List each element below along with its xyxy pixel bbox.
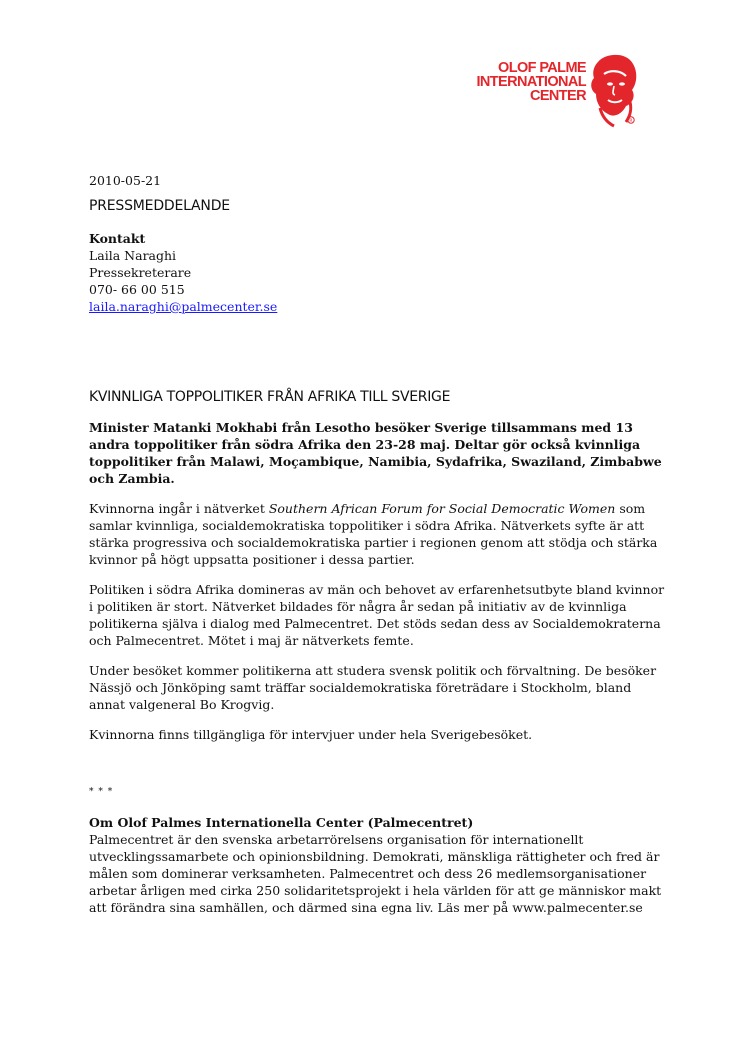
about-heading: Om Olof Palmes Internationella Center (Palmecentret) — [89, 815, 474, 830]
contact-phone: 070- 66 00 515 — [89, 282, 185, 297]
logo-wordmark — [462, 61, 586, 103]
paragraph-network — [89, 500, 667, 568]
paragraph-network-end: som samlar kvinnliga, socialdemokratiska toppolitiker i södra Afrika. Nätverkets syfte är att stärka progressiva och socialdemokratiska partier i regionen genom att stödja och stärka kvinnor på högt uppsatta positioner i dessa partier. — [89, 501, 658, 567]
paragraph-interviews: Kvinnorna finns tillgängliga för intervjuer under hela Sverigebesöket. — [89, 727, 533, 742]
contact-block — [89, 230, 667, 315]
paragraph-visit: Under besöket kommer politikerna att studera svensk politik och förvaltning. De besöker Nässjö och Jönköping samt träffar socialdemokratiska företrädare i Stockholm, bland annat valgeneral Bo Krogvig. — [89, 663, 657, 712]
contact-heading: Kontakt — [89, 231, 146, 246]
olof-palme-center-logo — [462, 52, 642, 132]
logo-line-1: OLOF PALME — [498, 60, 586, 76]
paragraph-network-start: Kvinnorna ingår i nätverket — [89, 501, 269, 516]
section-separator: * * * — [89, 787, 114, 797]
paragraph-politics: Politiken i södra Afrika domineras av män och behovet av erfarenhetsutbyte bland kvinnor i politiken är stort. Nätverket bildades för några år sedan på initiativ av de kvinnliga politikerna själva i dialog med Palmecentret. Det stöds sedan dess av Socialdemokraterna och Palmecentret. Mötet i maj är nätverkets femte. — [89, 582, 665, 648]
document-type: PRESSMEDDELANDE — [89, 198, 230, 214]
headline: KVINNLIGA TOPPOLITIKER FRÅN AFRIKA TILL SVERIGE — [89, 389, 451, 405]
release-date: 2010-05-21 — [89, 173, 162, 188]
contact-email-link[interactable]: laila.naraghi@palmecenter.se — [89, 299, 278, 314]
logo-line-2: INTERNATIONAL — [476, 74, 586, 90]
about-text: Palmecentret är den svenska arbetarrörelsens organisation för internationellt utvecklingssamarbete och opinionsbildning. Demokrati, mänskliga rättigheter och fred är målen som dominerar verksamheten. Palmecentret och dess 26 medlemsorganisationer arbetar årligen med cirka 250 solidaritetsprojekt i hela världen för att ge människor makt att förändra sina samhällen, och därmed sina egna liv. Läs mer på www.palmecenter.se — [89, 832, 662, 915]
network-name: Southern African Forum for Social Democratic Women — [268, 501, 616, 516]
palme-portrait-icon — [584, 52, 642, 132]
document-body — [89, 172, 667, 916]
lead-paragraph: Minister Matanki Mokhabi från Lesotho besöker Sverige tillsammans med 13 andra toppolitiker från södra Afrika den 23-28 maj. Deltar gör också kvinnliga toppolitiker från Malawi, Moçambique, Namibia, Sydafrika, Swaziland, Zimbabwe och Zambia. — [89, 420, 662, 486]
contact-role: Pressekreterare — [89, 265, 192, 280]
contact-name: Laila Naraghi — [89, 248, 177, 263]
svg-text:R: R — [629, 119, 633, 124]
logo-line-3: CENTER — [529, 88, 586, 104]
